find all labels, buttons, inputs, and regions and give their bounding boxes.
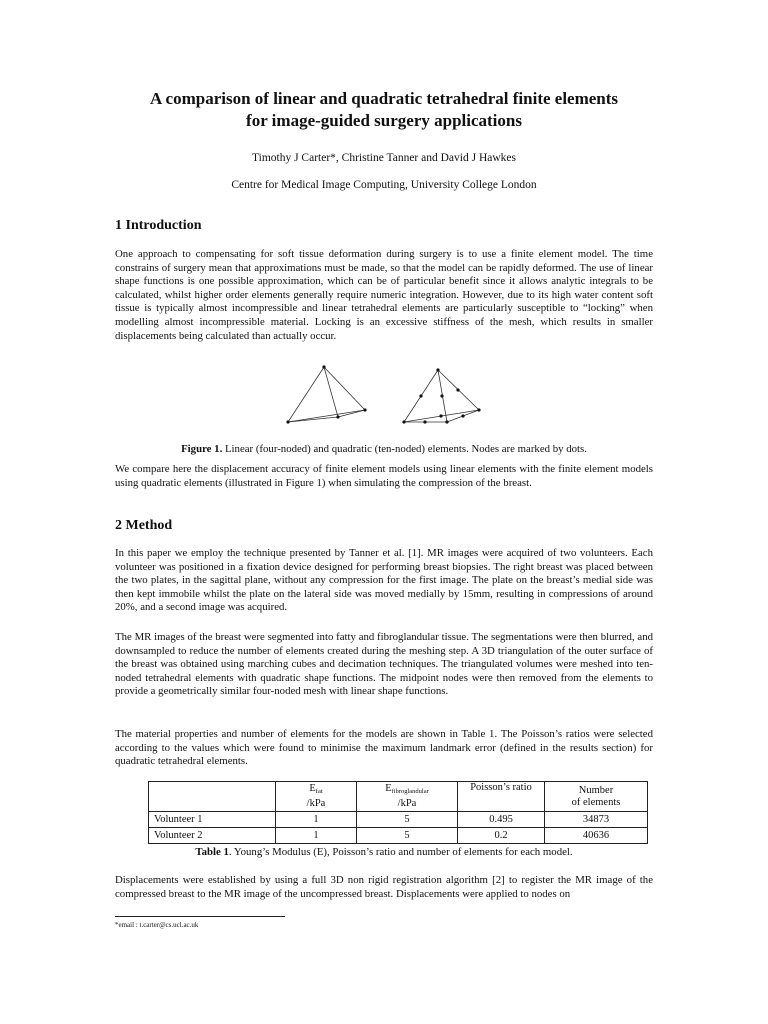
quadratic-nodes [402,368,480,423]
intro-heading: 1 Introduction [115,218,202,233]
header-number-of-elements: Number of elements [545,782,648,812]
authors: Timothy J Carter*, Christine Tanner and David J Hawkes [252,152,516,164]
figure-tetrahedra [280,362,490,432]
header-e-fibroglandular: $E_{fibroglandular}$ /kPa [357,782,458,812]
paper-title-line1: A comparison of linear and quadratic tetrahedral finite elements [149,89,619,108]
footnote-rule [115,916,285,917]
figure-caption-text: Linear (four-noded) and quadratic (ten-noded) elements. Nodes are marked by dots. [222,443,587,455]
table-caption [0,846,768,858]
footnote-email: *email : t.carter@cs.ucl.ac.uk [115,921,199,929]
table-row: Volunteer 2 1 5 0.2 40636 [149,828,648,844]
header-poisson: Poisson’s ratio [458,782,545,812]
paper-title-line2: for image-guided surgery applications [246,111,522,130]
table-caption-text: . Young’s Modulus (E), Poisson’s ratio and number of elements for each model. [228,846,573,858]
method-paragraph-3: The material properties and number of elements for the models are shown in Table 1. The Poisson’s ratios were selected according to the values which were found to minimise the maximum landmark error (defined in the results section) for quadratic tetrahedral elements. [115,728,653,768]
material-properties-table [148,781,648,844]
intro-paragraph: One approach to compensating for soft tissue deformation during surgery is to use a finite element model. The time constrains of surgery mean that approximations must be made, so that the model can be rapidly deformed. The use of linear shape functions is one possible approximation, which can be of particular benefit since it allows analytic integrals to be calculated, whilst higher order elements generally require numeric integration. However, due to its high water content soft tissue is typically almost incompressible and linear tetrahedral elements are particularly susceptible to “locking” when modelling almost incompressible material. Locking is an excessive stiffness of the mesh, which results in smaller displacements being calculated than actually occur. [115,248,653,342]
comparison-paragraph: We compare here the displacement accuracy of finite element models using linear elements with the finite element models using quadratic elements (illustrated in Figure 1) when simulating the compression of the breast. [115,463,653,489]
figure-caption [0,443,768,455]
method-paragraph-2: The MR images of the breast were segmented into fatty and fibroglandular tissue. The segmentations were then blurred, and downsampled to reduce the number of elements created during the meshing step. A 3D triangulation of the outer surface of the breast was obtained using marching cubes and decimation techniques. The triangulated volumes were meshed into ten-noded tetrahedral elements with quadratic shape functions. The midpoint nodes were then removed from the elements to provide a geometrically similar four-noded mesh with linear shape functions. [115,631,653,698]
method-paragraph-1: In this paper we employ the technique presented by Tanner et al. [1]. MR images were acquired of two volunteers. Each volunteer was positioned in a fixation device designed for performing breast biopsies. The right breast was placed between the two plates, in the sagittal plane, without any compression for the first image. The plate on the breast’s medial side was then kept immobile whilst the plate on the lateral side was moved medially by 15mm, resulting in compressions of around 20%, and a second image was acquired. [115,547,653,614]
affiliation: Centre for Medical Image Computing, University College London [231,179,537,191]
figure-caption-label: Figure 1. [181,443,223,455]
table-caption-label: Table 1 [195,846,229,858]
table-header-row [149,782,648,812]
linear-nodes [286,365,366,423]
method-paragraph-4: Displacements were established by using a full 3D non rigid registration algorithm [2] to register the MR image of the compressed breast to the MR image of the uncompressed breast. Displacements were applied to nodes on [115,874,653,900]
header-e-fat: $E_{fat}$ /kPa [276,782,357,812]
linear-tetrahedron [288,367,365,422]
method-heading: 2 Method [115,518,173,533]
table-row: Volunteer 1 1 5 0.495 34873 [149,812,648,828]
